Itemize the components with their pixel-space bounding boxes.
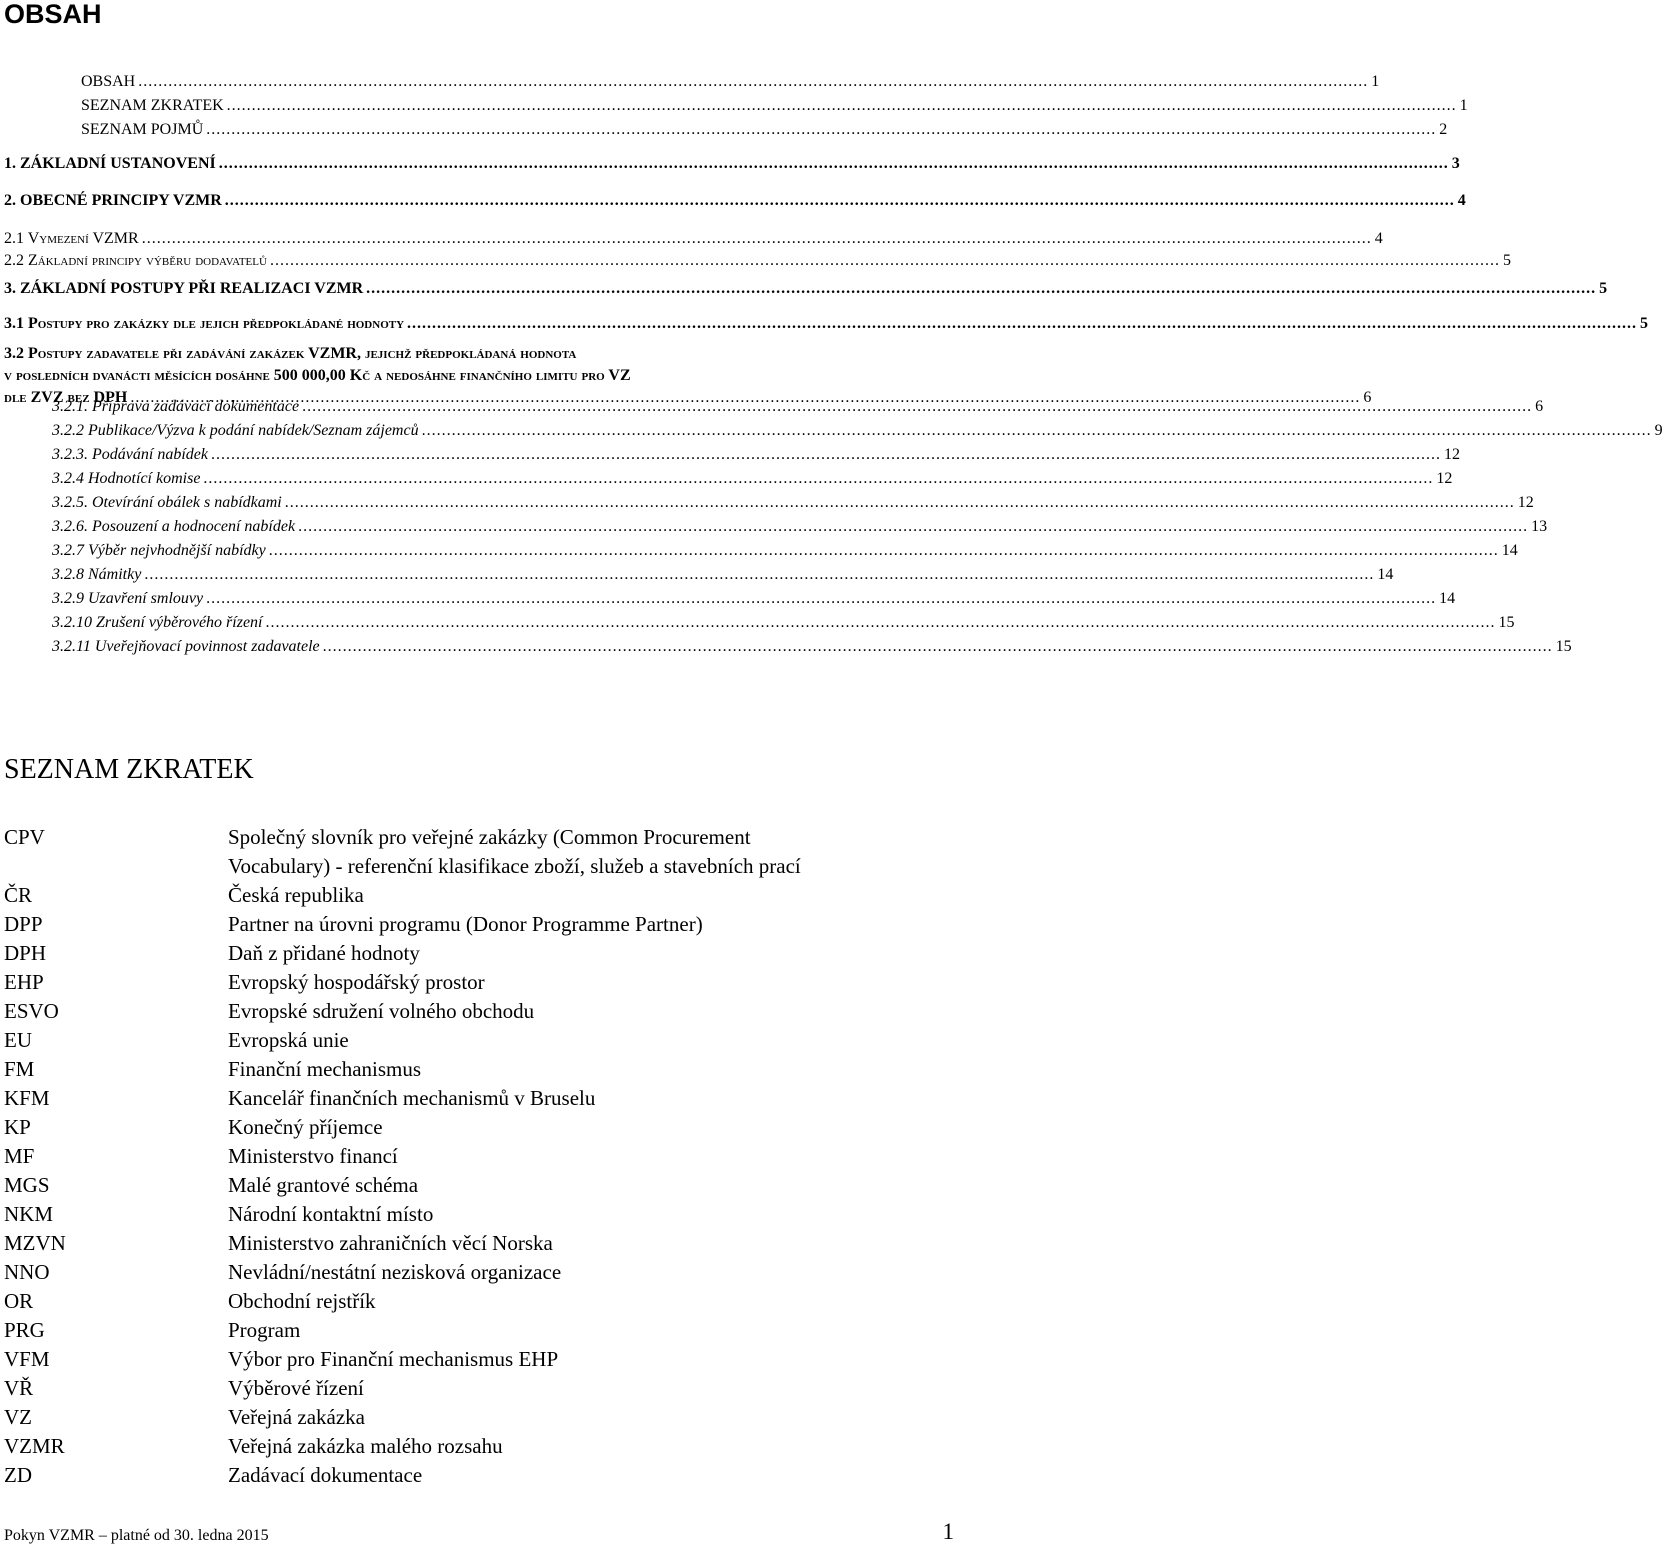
toc-entry[interactable] bbox=[52, 614, 1515, 632]
toc-entry-title: 3.2.3. Podávání nabídek bbox=[52, 446, 208, 463]
abbreviation-key: MZVN bbox=[4, 1231, 66, 1255]
toc-entry-page: 12 bbox=[1436, 470, 1453, 487]
abbreviation-value: Výbor pro Finanční mechanismus EHP bbox=[228, 1347, 559, 1371]
toc-entry[interactable] bbox=[52, 590, 1456, 608]
toc-entry-title: 3.2.11 Uveřejňovací povinnost zadavatele bbox=[52, 638, 320, 655]
toc-entry-title: 2.1 Vymezení VZMR bbox=[4, 230, 139, 247]
abbreviation-value: Finanční mechanismus bbox=[228, 1057, 422, 1081]
abbreviation-value: Ministerstvo zahraničních věcí Norska bbox=[228, 1231, 553, 1255]
abbreviation-key: MGS bbox=[4, 1173, 50, 1197]
toc-entry-page: 5 bbox=[1502, 252, 1511, 269]
toc-leader bbox=[138, 73, 1368, 91]
abbreviations-heading: SEZNAM ZKRATEK bbox=[4, 754, 254, 785]
abbreviation-key: EHP bbox=[4, 970, 44, 994]
toc-leader bbox=[302, 398, 1532, 416]
toc-entry[interactable] bbox=[4, 230, 1383, 248]
toc-leader bbox=[144, 566, 1374, 584]
abbreviation-key: CPV bbox=[4, 825, 45, 849]
toc-entry-page: 9 bbox=[1654, 422, 1663, 439]
abbreviation-key: OR bbox=[4, 1289, 34, 1313]
toc-entry-page: 13 bbox=[1531, 518, 1548, 535]
toc-leader bbox=[269, 542, 1499, 560]
toc-entry-title: 3. ZÁKLADNÍ POSTUPY PŘI REALIZACI VZMR bbox=[4, 280, 364, 297]
abbreviation-key: ESVO bbox=[4, 999, 59, 1023]
toc-entry-title: 2.2 Základní principy výběru dodavatelů bbox=[4, 252, 267, 269]
toc-entry-title: 3.2.9 Uzavření smlouvy bbox=[52, 590, 204, 607]
abbreviation-key: KFM bbox=[4, 1086, 50, 1110]
toc-long-line: 3.2 Postupy zadavatele při zadávání zakázek VZMR, jejichž předpokládaná hodnota bbox=[4, 345, 577, 362]
abbreviation-value: Veřejná zakázka malého rozsahu bbox=[228, 1434, 503, 1458]
toc-leader bbox=[142, 230, 1372, 248]
abbreviation-value: Program bbox=[228, 1318, 301, 1342]
toc-entry[interactable] bbox=[81, 121, 1448, 139]
toc-entry-title: 3.2.5. Otevírání obálek s nabídkami bbox=[52, 494, 282, 511]
abbreviation-value: Společný slovník pro veřejné zakázky (Common Procurement bbox=[228, 825, 751, 849]
toc-entry[interactable] bbox=[4, 155, 1460, 173]
toc-leader bbox=[206, 590, 1436, 608]
toc-entry-page: 5 bbox=[1640, 315, 1649, 332]
abbreviation-value: Vocabulary) - referenční klasifikace zboží, služeb a stavebních prací bbox=[228, 854, 801, 878]
toc-entry-page: 14 bbox=[1377, 566, 1394, 583]
abbreviation-key: VZ bbox=[4, 1405, 32, 1429]
toc-entry[interactable] bbox=[52, 422, 1663, 440]
toc-entry-title: 2. OBECNÉ PRINCIPY VZMR bbox=[4, 192, 222, 209]
toc-entry-title: 3.2.8 Námitky bbox=[52, 566, 142, 583]
toc-entry-page: 14 bbox=[1501, 542, 1518, 559]
abbreviation-value: Daň z přidané hodnoty bbox=[228, 941, 420, 965]
abbreviation-key: DPP bbox=[4, 912, 43, 936]
toc-entry-title: dle ZVZ bez DPH bbox=[4, 389, 128, 406]
abbreviation-value: Partner na úrovni programu (Donor Programme Partner) bbox=[228, 912, 703, 936]
toc-entry-title: 3.1 Postupy pro zakázky dle jejich předpokládané hodnoty bbox=[4, 315, 405, 332]
toc-leader bbox=[422, 422, 1652, 440]
toc-entry[interactable] bbox=[4, 192, 1466, 210]
abbreviation-key: ZD bbox=[4, 1463, 32, 1487]
toc-leader bbox=[225, 192, 1455, 210]
toc-entry-title: 3.2.6. Posouzení a hodnocení nabídek bbox=[52, 518, 296, 535]
toc-entry-title: 3.2.2 Publikace/Výzva k podání nabídek/Seznam zájemců bbox=[52, 422, 419, 439]
toc-entry-title: 1. ZÁKLADNÍ USTANOVENÍ bbox=[4, 155, 216, 172]
abbreviation-value: Evropská unie bbox=[228, 1028, 349, 1052]
toc-entry-title: OBSAH bbox=[81, 73, 136, 90]
abbreviation-key: VŘ bbox=[4, 1376, 34, 1400]
abbreviation-key: PRG bbox=[4, 1318, 45, 1342]
toc-entry-title: 3.2.4 Hodnotící komise bbox=[52, 470, 201, 487]
abbreviation-value: Veřejná zakázka bbox=[228, 1405, 365, 1429]
abbreviation-value: Obchodní rejstřík bbox=[228, 1289, 376, 1313]
abbreviation-key: VZMR bbox=[4, 1434, 65, 1458]
toc-entry[interactable] bbox=[52, 398, 1544, 416]
abbreviation-key: KP bbox=[4, 1115, 31, 1139]
toc-entry-page: 15 bbox=[1498, 614, 1515, 631]
abbreviation-value: Konečný příjemce bbox=[228, 1115, 383, 1139]
abbreviation-key: MF bbox=[4, 1144, 35, 1168]
abbreviation-key: NNO bbox=[4, 1260, 50, 1284]
toc-entry-title: 3.2.10 Zrušení výběrového řízení bbox=[52, 614, 263, 631]
toc-entry-title: SEZNAM ZKRATEK bbox=[81, 97, 224, 114]
toc-entry[interactable] bbox=[4, 252, 1511, 270]
toc-entry[interactable] bbox=[52, 470, 1453, 488]
toc-leader bbox=[203, 470, 1433, 488]
toc-entry-page: 2 bbox=[1439, 121, 1448, 138]
toc-leader bbox=[366, 280, 1596, 298]
abbreviation-key: VFM bbox=[4, 1347, 50, 1371]
toc-entry[interactable] bbox=[52, 638, 1572, 656]
abbreviation-value: Výběrové řízení bbox=[228, 1376, 364, 1400]
toc-leader bbox=[227, 97, 1457, 115]
abbreviation-value: Nevládní/nestátní nezisková organizace bbox=[228, 1260, 562, 1284]
toc-entry-page: 6 bbox=[1363, 389, 1372, 406]
abbreviation-key: ČR bbox=[4, 883, 33, 907]
abbreviation-key: NKM bbox=[4, 1202, 54, 1226]
abbreviation-value: Zadávací dokumentace bbox=[228, 1463, 423, 1487]
abbreviation-value: Národní kontaktní místo bbox=[228, 1202, 434, 1226]
toc-leader bbox=[211, 446, 1441, 464]
toc-entry[interactable] bbox=[81, 73, 1380, 91]
toc-leader bbox=[298, 518, 1528, 536]
toc-leader bbox=[219, 155, 1449, 173]
toc-entry-page: 4 bbox=[1374, 230, 1383, 247]
toc-entry-page: 15 bbox=[1555, 638, 1572, 655]
toc-entry[interactable] bbox=[52, 566, 1394, 584]
page-number: 1 bbox=[942, 1519, 954, 1544]
toc-entry-title: SEZNAM POJMŮ bbox=[81, 121, 204, 138]
toc-entry-title: 3.2.7 Výběr nejvhodnější nabídky bbox=[52, 542, 266, 559]
toc-entry[interactable] bbox=[52, 446, 1460, 464]
toc-entry[interactable] bbox=[52, 542, 1518, 560]
toc-entry-page: 12 bbox=[1517, 494, 1534, 511]
toc-leader bbox=[407, 315, 1637, 333]
abbreviation-value: Evropský hospodářský prostor bbox=[228, 970, 485, 994]
abbreviation-value: Malé grantové schéma bbox=[228, 1173, 419, 1197]
toc-entry-page: 1 bbox=[1371, 73, 1380, 90]
toc-heading: OBSAH bbox=[4, 0, 102, 29]
toc-leader bbox=[285, 494, 1515, 512]
abbreviation-key: EU bbox=[4, 1028, 32, 1052]
abbreviation-value: Evropské sdružení volného obchodu bbox=[228, 999, 535, 1023]
toc-entry-page: 6 bbox=[1535, 398, 1544, 415]
toc-entry[interactable] bbox=[52, 518, 1548, 536]
toc-leader bbox=[206, 121, 1436, 139]
toc-leader bbox=[270, 252, 1500, 270]
toc-entry-page: 4 bbox=[1457, 192, 1466, 209]
toc-leader bbox=[323, 638, 1553, 656]
toc-entry-page: 12 bbox=[1443, 446, 1460, 463]
toc-entry-page: 5 bbox=[1599, 280, 1608, 297]
toc-entry-page: 3 bbox=[1451, 155, 1460, 172]
toc-entry-title: 3.2.1. Příprava zadávací dokumentace bbox=[52, 398, 300, 415]
toc-entry-page: 1 bbox=[1459, 97, 1468, 114]
page-footer: Pokyn VZMR – platné od 30. ledna 2015 bbox=[4, 1527, 269, 1544]
abbreviation-value: Ministerstvo financí bbox=[228, 1144, 398, 1168]
toc-entry-page: 14 bbox=[1439, 590, 1456, 607]
toc-entry[interactable] bbox=[52, 494, 1534, 512]
abbreviation-value: Česká republika bbox=[228, 883, 364, 907]
toc-entry[interactable] bbox=[4, 315, 1649, 333]
toc-entry[interactable] bbox=[4, 280, 1608, 298]
toc-leader bbox=[265, 614, 1495, 632]
abbreviation-key: FM bbox=[4, 1057, 35, 1081]
abbreviation-key: DPH bbox=[4, 941, 47, 965]
abbreviation-value: Kancelář finančních mechanismů v Bruselu bbox=[228, 1086, 596, 1110]
toc-long-line: v posledních dvanácti měsících dosáhne 500 000,00 Kč a nedosáhne finančního limitu pro VZ bbox=[4, 367, 631, 384]
toc-entry[interactable] bbox=[81, 97, 1468, 115]
